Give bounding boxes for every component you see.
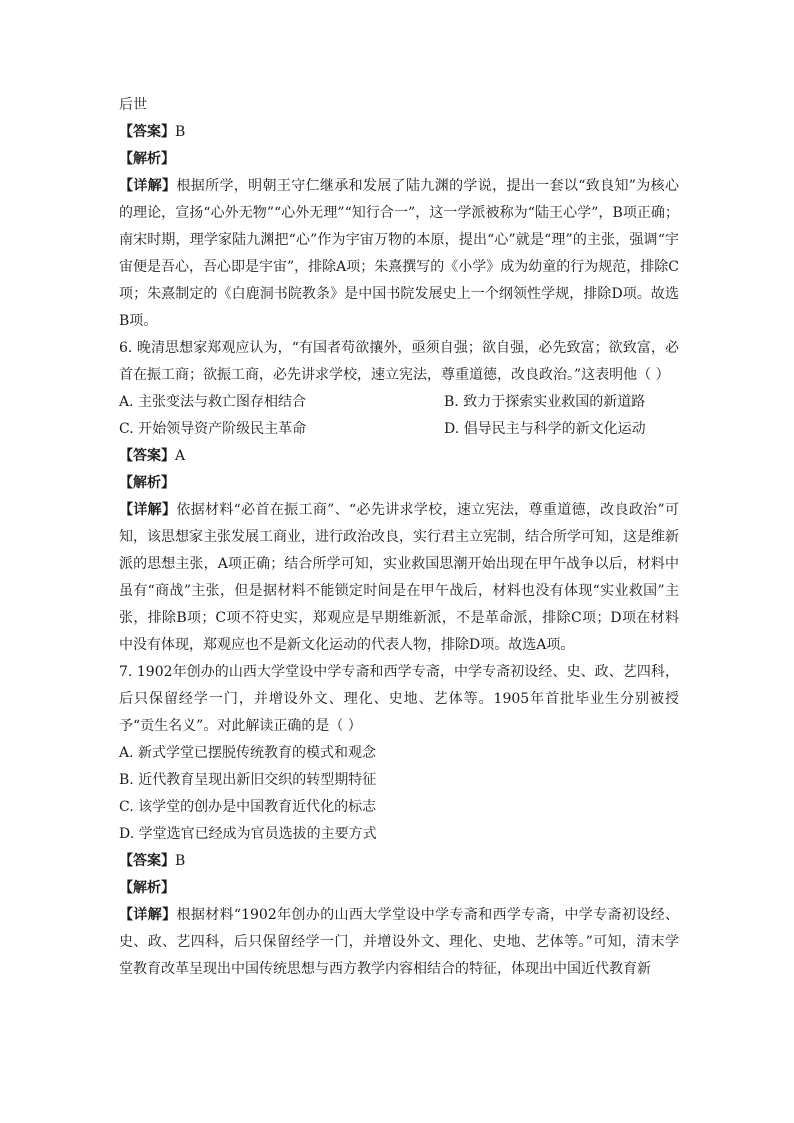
- detail-text: 根据所学，明朝王守仁继承和发展了陆九渊的学说，提出一套以“致良知”为核心的理论，宣扬“心外无物”“心外无理”“知行合一”，这一学派被称为“陆王心学”，B项正确；南宋时期，理学家陆九渊把“心”作为宇宙万物的本原，提出“心”就是“理”的主张，强调“宇宙便是吾心，吾心即是宇宙”，排除A项；朱熹撰写的《小学》成为幼童的行为规范，排除C项；朱熹制定的《白鹿洞书院教条》是中国书院发展史上一个纲领性学规，排除D项。故选B项。: [119, 178, 680, 329]
- answer-line-q5: [119, 119, 679, 146]
- detail-text: 依据材料“必首在振工商”、“必先讲求学校，速立宪法，尊重道德，改良政治”可知，该思想家主张发展工商业，进行政治改良，实行君主立宪制，结合所学可知，这是维新派的思想主张，A项正确；结合所学可知，实业救国思潮开始出现在甲午战争以后，材料中虽有“商战”主张，但是据材料不能锁定时间是在甲午战后，材料也没有体现“实业救国”主张，排除B项；C项不符史实，郑观应是早期维新派，不是革命派，排除C项；D项在材料中没有体现，郑观应也不是新文化运动的代表人物，排除D项。故选A项。: [119, 502, 679, 653]
- option-c: C. 开始领导资产阶级民主革命: [119, 421, 307, 437]
- answer-tag: 【答案】: [119, 853, 175, 869]
- answer-line-q7: [119, 848, 679, 875]
- detail-explanation-q6: [119, 497, 679, 659]
- analysis-heading-q5: 【解析】: [119, 151, 175, 167]
- analysis-heading-q7: 【解析】: [119, 880, 175, 896]
- question-6-stem: 6. 晚清思想家郑观应认为，“有国者苟欲攘外，亟须自强；欲自强，必先致富；欲致富，必首在振工商；欲振工商，必先讲求学校，速立宪法，尊重道德，改良政治。”这表明他（ ）: [119, 340, 679, 383]
- previous-text-tail: 后世: [119, 97, 147, 113]
- detail-text: 根据材料“1902年创办的山西大学堂设中学专斋和西学专斋，中学专斋初设经、史、政、艺四科，后只保留经学一门，并增设外文、理化、史地、艺体等。”可知，清末学堂教育改革呈现出中国传统思想与西方教学内容相结合的特征，体现出中国近代教育新: [119, 907, 679, 977]
- question-7-stem: 7. 1902年创办的山西大学堂设中学专斋和西学专斋，中学专斋初设经、史、政、艺四科，后只保留经学一门，并增设外文、理化、史地、艺体等。1905年首批毕业生分别被授予“贡生名义”。对此解读正确的是（ ）: [119, 664, 679, 734]
- option-b: B. 近代教育呈现出新旧交织的转型期特征: [119, 772, 377, 788]
- answer-line-q6: [119, 443, 679, 470]
- option-c: C. 该学堂的创办是中国教育近代化的标志: [119, 799, 377, 815]
- answer-tag: 【答案】: [119, 124, 175, 140]
- detail-explanation-q7: [119, 902, 679, 983]
- option-d: D. 倡导民主与科学的新文化运动: [444, 421, 646, 437]
- question-6-options-row-1: [119, 389, 679, 416]
- analysis-heading-q6: 【解析】: [119, 475, 175, 491]
- option-a: A. 主张变法与救亡图存相结合: [119, 394, 307, 410]
- detail-tag: 【详解】: [119, 502, 177, 518]
- detail-tag: 【详解】: [119, 907, 177, 923]
- option-b: B. 致力于探索实业救国的新道路: [444, 394, 646, 410]
- option-d: D. 学堂选官已经成为官员选拔的主要方式: [119, 826, 377, 842]
- answer-value: B: [175, 124, 186, 140]
- detail-explanation-q5: [119, 173, 679, 335]
- document-page: [119, 92, 679, 983]
- detail-tag: 【详解】: [119, 178, 177, 194]
- question-6-options-row-2: [119, 416, 679, 443]
- answer-tag: 【答案】: [119, 448, 175, 464]
- answer-value: B: [175, 853, 186, 869]
- answer-value: A: [175, 448, 186, 464]
- option-a: A. 新式学堂已摆脱传统教育的模式和观念: [119, 745, 377, 761]
